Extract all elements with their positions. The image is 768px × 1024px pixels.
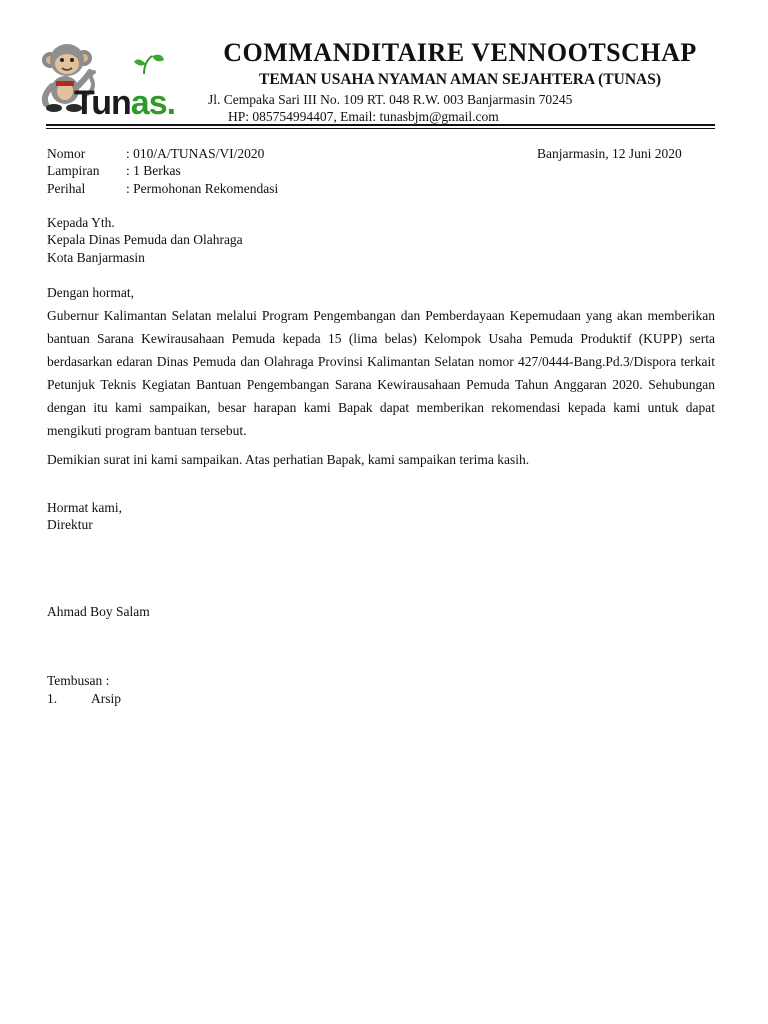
- greeting: Dengan hormat,: [47, 285, 134, 300]
- regards: Hormat kami,: [47, 500, 122, 515]
- company-logo: [34, 38, 176, 122]
- company-subtitle: TEMAN USAHA NYAMAN AMAN SEJAHTERA (TUNAS): [258, 71, 662, 88]
- recipient-line-1: Kepada Yth.: [47, 215, 115, 230]
- body-paragraph: Gubernur Kalimantan Selatan melalui Program Pengembangan dan Pemberdayaan Kepemudaan yang akan memberikan bantuan Sarana Kewirausahaan Pemuda kepada 15 (lima belas) Kelompok Usaha Pemuda Produktif (KUPP) serta berdasarkan edaran Dinas Pemuda dan Olahraga Provinsi Kalimantan Selatan nomor 427/0444-Bang.Pd.3/Dispora terkait Petunjuk Teknis Kegiatan Bantuan Pengembangan Sarana Kewirausahaan Pemuda Tahun Anggaran 2020. Sehubungan dengan itu kami sampaikan, besar harapan kami Bapak dapat memberikan rekomendasi kepada kami untuk dapat mengikuti program bantuan tersebut.: [47, 308, 715, 438]
- perihal-label: Perihal: [47, 181, 86, 196]
- company-title: COMMANDITAIRE VENNOOTSCHAP: [223, 38, 697, 67]
- cc-label: Tembusan :: [47, 673, 110, 688]
- signer-position: Direktur: [47, 517, 93, 532]
- signer-name: Ahmad Boy Salam: [47, 604, 150, 619]
- logo-letters-as: as: [130, 84, 167, 122]
- cc-item-number: 1.: [47, 691, 58, 706]
- company-address: Jl. Cempaka Sari III No. 109 RT. 048 R.W. 003 Banjarmasin 70245: [208, 92, 573, 107]
- logo-dot: .: [166, 84, 176, 122]
- place-date: Banjarmasin, 12 Juni 2020: [537, 146, 682, 161]
- header-divider-thick: [46, 124, 715, 126]
- lampiran-label: Lampiran: [47, 163, 100, 178]
- closing-sentence: Demikian surat ini kami sampaikan. Atas perhatian Bapak, kami sampaikan terima kasih.: [47, 452, 530, 467]
- logo-letters-un: un: [91, 84, 131, 122]
- lampiran-value: : 1 Berkas: [126, 163, 181, 178]
- logo-letter-t: T: [74, 84, 92, 122]
- nomor-value: : 010/A/TUNAS/VI/2020: [126, 146, 265, 161]
- nomor-label: Nomor: [47, 146, 86, 161]
- logo-wordmark: [74, 86, 175, 120]
- recipient-line-3: Kota Banjarmasin: [47, 250, 145, 265]
- header-divider-thin: [46, 128, 715, 129]
- cc-item-text: Arsip: [91, 691, 121, 706]
- recipient-line-2: Kepala Dinas Pemuda dan Olahraga: [47, 232, 243, 247]
- company-contact: HP: 085754994407, Email: tunasbjm@gmail.com: [228, 109, 499, 124]
- perihal-value: : Permohonan Rekomendasi: [126, 181, 279, 196]
